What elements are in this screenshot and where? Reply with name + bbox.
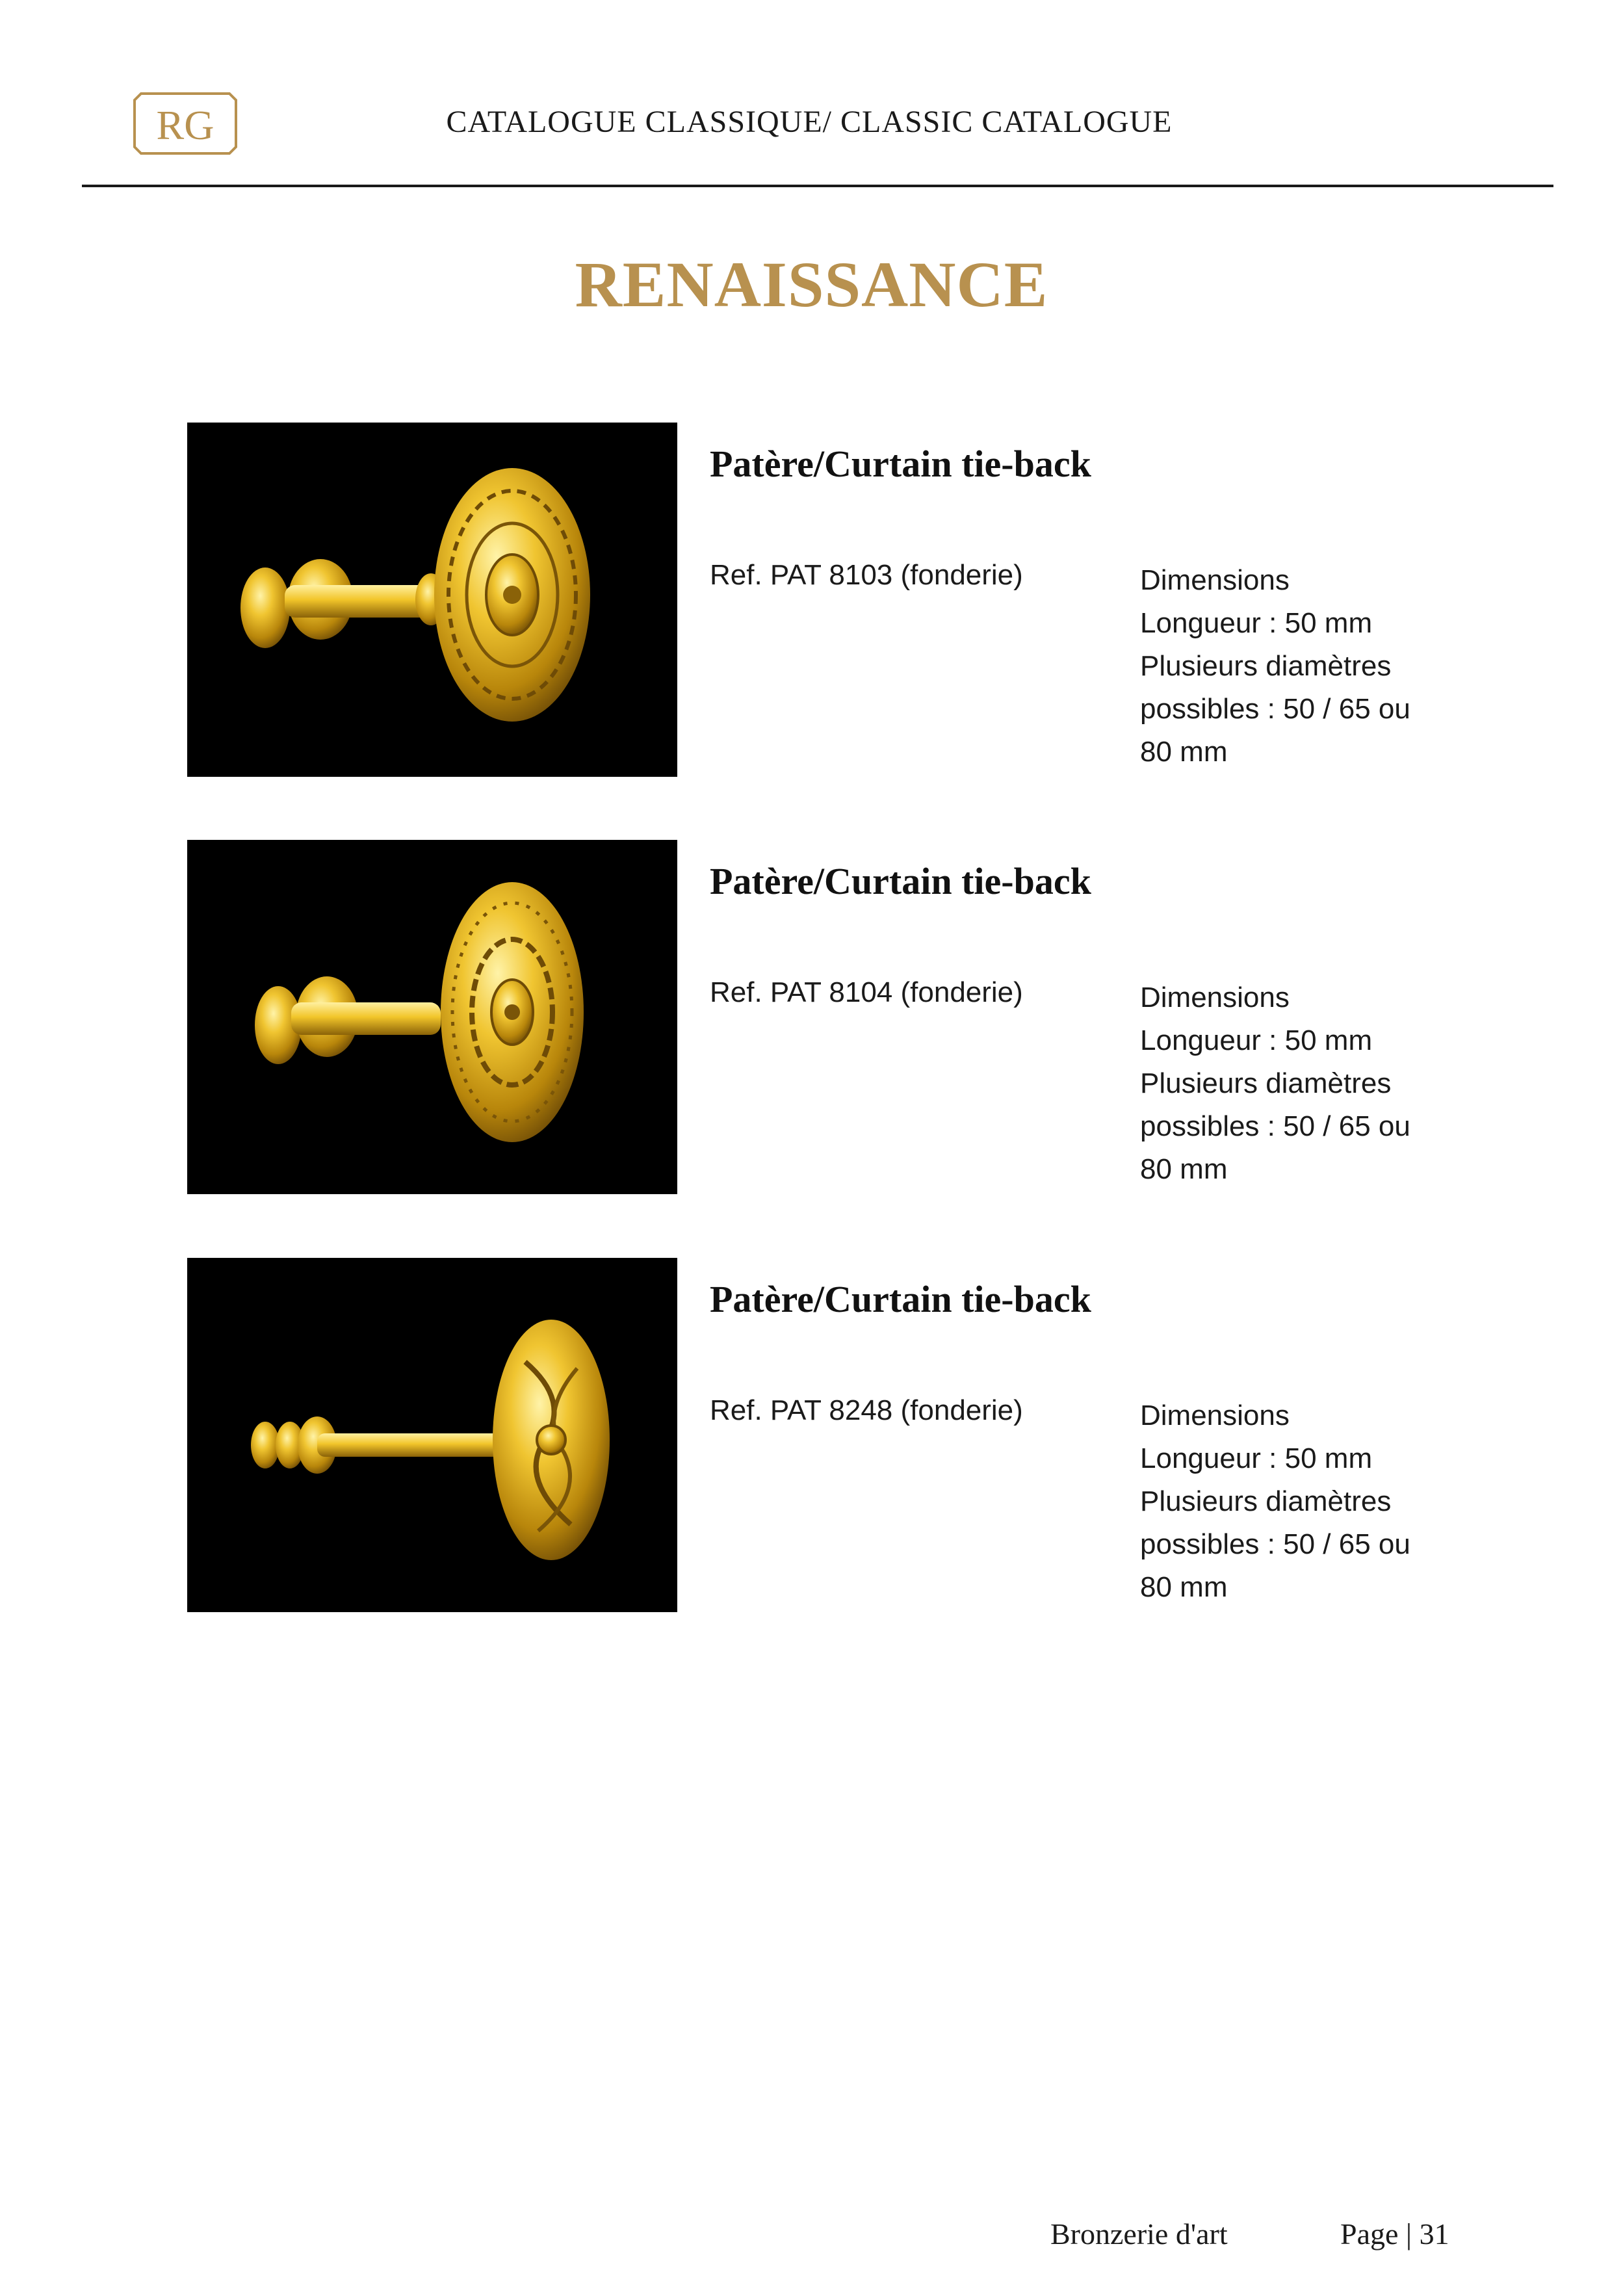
dimensions-diameters: Plusieurs diamètres bbox=[1140, 1067, 1392, 1099]
leaf-brass-tieback-icon bbox=[187, 1258, 677, 1612]
dimensions-diameters-values: possibles : 50 / 65 ou bbox=[1140, 1110, 1410, 1142]
dimensions-length: Longueur : 50 mm bbox=[1140, 607, 1373, 639]
dimensions-length: Longueur : 50 mm bbox=[1140, 1442, 1373, 1474]
dimensions-diameters: Plusieurs diamètres bbox=[1140, 650, 1392, 682]
product-name: Patère/Curtain tie-back bbox=[710, 443, 1091, 485]
dimensions-label: Dimensions bbox=[1140, 1400, 1290, 1431]
ornate-brass-tieback-icon bbox=[187, 423, 677, 777]
product-name: Patère/Curtain tie-back bbox=[710, 1278, 1091, 1320]
header-divider bbox=[82, 185, 1553, 187]
product-reference: Ref. PAT 8248 (fonderie) bbox=[710, 1394, 1023, 1426]
product-dimensions bbox=[1140, 559, 1478, 774]
dimensions-diameters-values: possibles : 50 / 65 ou bbox=[1140, 693, 1410, 725]
product-card bbox=[0, 1258, 1623, 1622]
dimensions-label: Dimensions bbox=[1140, 982, 1290, 1013]
page-number: Page | 31 bbox=[1340, 2217, 1449, 2250]
product-image bbox=[187, 840, 677, 1194]
product-reference: Ref. PAT 8104 (fonderie) bbox=[710, 976, 1023, 1008]
product-name: Patère/Curtain tie-back bbox=[710, 860, 1091, 902]
dimensions-label: Dimensions bbox=[1140, 564, 1290, 596]
dimensions-diameters-last: 80 mm bbox=[1140, 1571, 1228, 1603]
catalogue-header-title: CATALOGUE CLASSIQUE/ CLASSIC CATALOGUE bbox=[446, 105, 1173, 139]
dimensions-diameters-values: possibles : 50 / 65 ou bbox=[1140, 1528, 1410, 1560]
footer-brand: Bronzerie d'art bbox=[1050, 2217, 1228, 2250]
dimensions-length: Longueur : 50 mm bbox=[1140, 1024, 1373, 1056]
logo-text: RG bbox=[156, 102, 214, 148]
brand-logo bbox=[132, 91, 239, 156]
product-dimensions bbox=[1140, 1394, 1478, 1609]
product-image bbox=[187, 1258, 677, 1612]
product-card bbox=[0, 423, 1623, 787]
section-title: RENAISSANCE bbox=[575, 248, 1048, 320]
rosette-brass-tieback-icon bbox=[187, 840, 677, 1194]
dimensions-diameters-last: 80 mm bbox=[1140, 1153, 1228, 1185]
product-image bbox=[187, 423, 677, 777]
product-card bbox=[0, 840, 1623, 1204]
dimensions-diameters: Plusieurs diamètres bbox=[1140, 1485, 1392, 1517]
dimensions-diameters-last: 80 mm bbox=[1140, 736, 1228, 768]
product-reference: Ref. PAT 8103 (fonderie) bbox=[710, 559, 1023, 591]
product-dimensions bbox=[1140, 976, 1478, 1191]
